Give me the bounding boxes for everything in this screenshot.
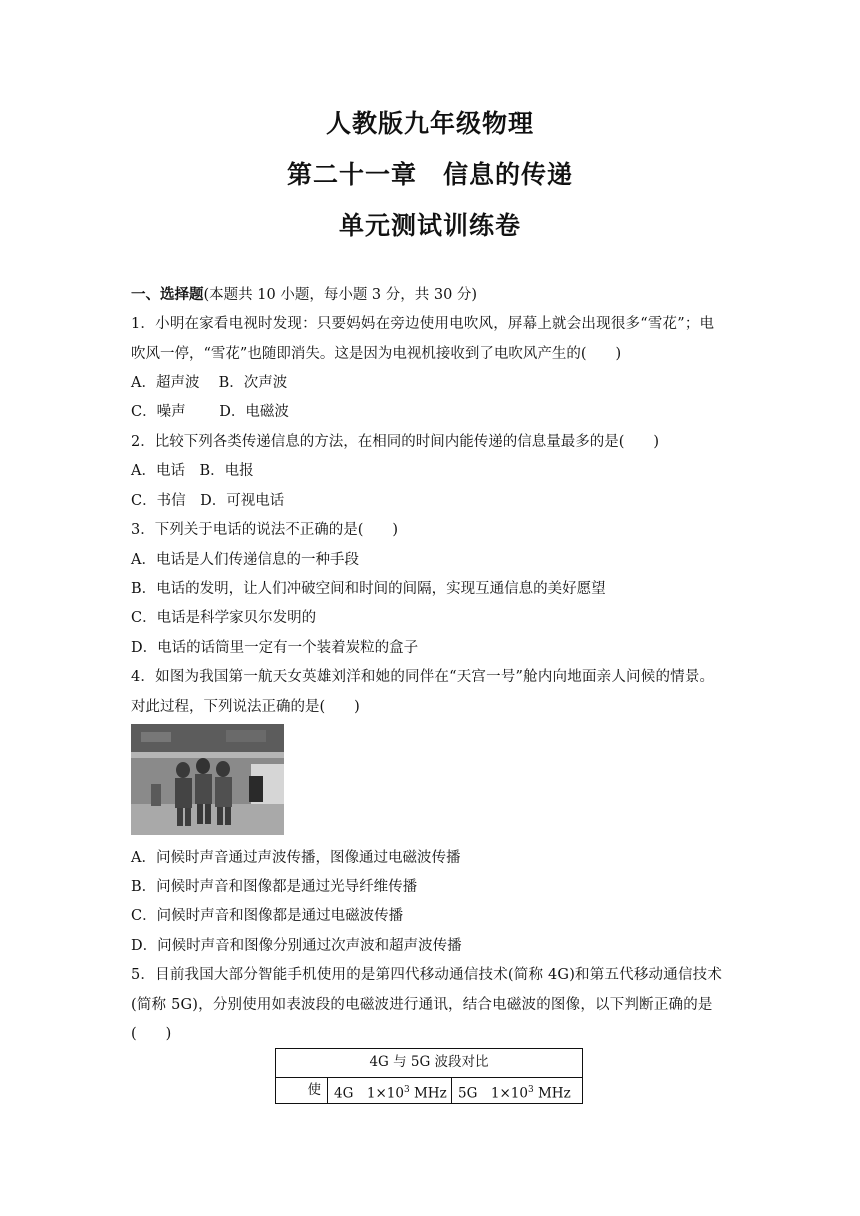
q4-option-b: B．问候时声音和图像都是通过光导纤维传播	[131, 879, 418, 895]
q1-stem-line1: 1．小明在家看电视时发现：只要妈妈在旁边使用电吹风，屏幕上就会出现很多“雪花”；电	[131, 316, 715, 332]
chapter-title: 第二十一章 信息的传递	[286, 160, 573, 189]
section-heading	[131, 283, 477, 304]
table-caption: 4G 与 5G 波段对比	[276, 1049, 582, 1078]
table-cell-5g	[452, 1077, 582, 1103]
table-cell-4g-unit: MHz	[409, 1085, 447, 1102]
book-title: 人教版九年级物理	[325, 109, 534, 138]
band-comparison-table	[275, 1048, 583, 1104]
astronauts-photo-art	[131, 724, 284, 835]
q3-option-b: B．电话的发明，让人们冲破空间和时间的间隔，实现互通信息的美好愿望	[131, 581, 606, 597]
q2-options-cd: C．书信 D．可视电话	[131, 493, 285, 509]
table-cell-5g-exponent: 3	[527, 1085, 534, 1095]
q2-stem: 2．比较下列各类传递信息的方法，在相同的时间内能传递的信息量最多的是( )	[131, 434, 660, 450]
q5-stem-line3: ( )	[131, 1026, 172, 1042]
section-heading-label: 一、选择题	[131, 287, 204, 303]
table-cell-5g-unit: MHz	[533, 1085, 571, 1102]
q4-option-a: A．问候时声音通过声波传播，图像通过电磁波传播	[131, 850, 461, 866]
table-cell-5g-text: 5G 1×10	[458, 1085, 528, 1102]
table-cell-4g	[328, 1077, 452, 1103]
q4-stem-line2: 对此过程，下列说法正确的是( )	[131, 699, 360, 715]
test-title: 单元测试训练卷	[338, 211, 521, 240]
q1-options-cd: C．噪声 D．电磁波	[131, 404, 289, 420]
astronauts-photo	[131, 724, 284, 835]
table-cell-4g-exponent: 3	[403, 1085, 410, 1095]
q4-stem-line1: 4．如图为我国第一航天女英雄刘洋和她的同伴在“天宫一号”舱内向地面亲人问候的情景。	[131, 669, 715, 685]
q5-stem-line1: 5．目前我国大部分智能手机使用的是第四代移动通信技术(简称 4G)和第五代移动通信技术	[131, 967, 723, 983]
table-row-label: 使	[276, 1077, 328, 1103]
q4-option-c: C．问候时声音和图像都是通过电磁波传播	[131, 908, 404, 924]
q1-options-ab: A．超声波 B．次声波	[131, 375, 288, 391]
q2-options-ab: A．电话 B．电报	[131, 463, 254, 479]
q1-stem-line2: 吹风一停，“雪花”也随即消失。这是因为电视机接收到了电吹风产生的( )	[131, 346, 622, 362]
table-cell-4g-text: 4G 1×10	[334, 1085, 404, 1102]
q5-stem-line2: (简称 5G)，分别使用如表波段的电磁波进行通讯，结合电磁波的图像，以下判断正确的是	[131, 997, 713, 1013]
q3-option-d: D．电话的话筒里一定有一个装着炭粒的盒子	[131, 640, 419, 656]
section-heading-note: (本题共 10 小题，每小题 3 分，共 30 分)	[203, 287, 478, 303]
q3-option-a: A．电话是人们传递信息的一种手段	[131, 552, 359, 568]
q3-stem: 3．下列关于电话的说法不正确的是( )	[131, 522, 399, 538]
q3-option-c: C．电话是科学家贝尔发明的	[131, 610, 317, 626]
q4-option-d: D．问候时声音和图像分别通过次声波和超声波传播	[131, 938, 462, 954]
